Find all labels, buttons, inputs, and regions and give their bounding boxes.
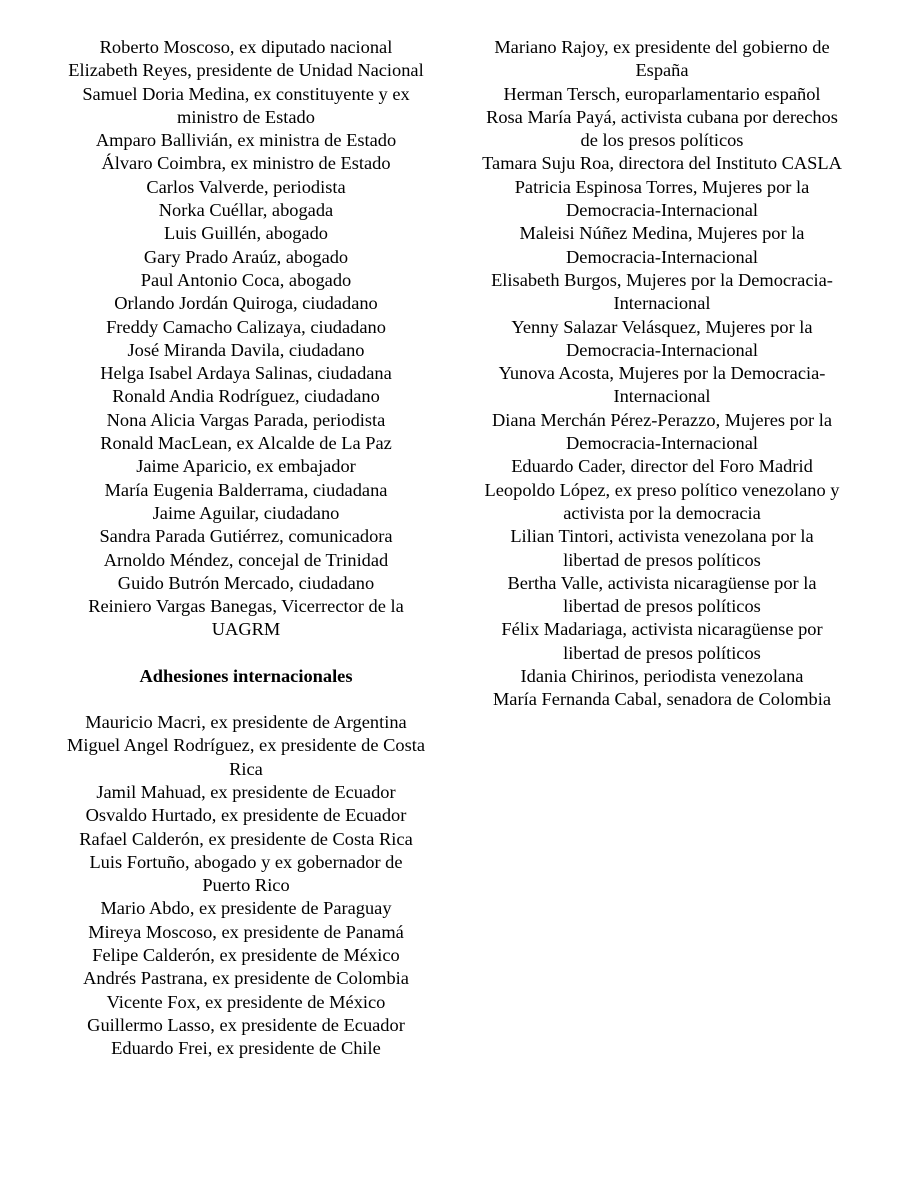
signatory-entry: Paul Antonio Coca, abogado xyxy=(140,269,352,290)
signatory-entry: Jaime Aguilar, ciudadano xyxy=(152,502,340,523)
signatory-entry: Carlos Valverde, periodista xyxy=(146,176,346,197)
signatory-entry: Yenny Salazar Velásquez, Mujeres por la Democracia-Internacional xyxy=(511,316,813,360)
signatory-entry: Eduardo Cader, director del Foro Madrid xyxy=(511,456,813,477)
signatory-entry: Felipe Calderón, ex presidente de México xyxy=(92,944,400,965)
signatory-entry: Jaime Aparicio, ex embajador xyxy=(136,456,356,477)
signatory-entry: Mireya Moscoso, ex presidente de Panamá xyxy=(88,921,404,942)
international-adhesions-heading: Adhesiones internacionales xyxy=(139,665,353,686)
international-signatories-list xyxy=(66,711,426,1060)
signatory-entry: Amparo Ballivián, ex ministra de Estado xyxy=(95,130,397,151)
signatory-entry: Eduardo Frei, ex presidente de Chile xyxy=(111,1038,381,1059)
signatory-entry: Ronald Andia Rodríguez, ciudadano xyxy=(112,386,380,407)
right-column xyxy=(480,36,844,712)
signatory-entry: Norka Cuéllar, abogada xyxy=(158,200,334,221)
signatory-entry: Mariano Rajoy, ex presidente del gobierno de España xyxy=(494,37,830,81)
international-signatories-list-continued xyxy=(480,36,844,712)
left-column xyxy=(66,36,426,1060)
signatory-entry: Lilian Tintori, activista venezolana por la libertad de presos políticos xyxy=(510,526,814,570)
signatory-entry: Patricia Espinosa Torres, Mujeres por la Democracia-Internacional xyxy=(514,176,810,221)
signatory-entry: Sandra Parada Gutiérrez, comunicadora xyxy=(99,526,393,547)
signatory-entry: Rafael Calderón, ex presidente de Costa Rica xyxy=(79,828,413,849)
signatory-entry: Jamil Mahuad, ex presidente de Ecuador xyxy=(96,781,396,802)
signatory-entry: Reiniero Vargas Banegas, Vicerrector de la UAGRM xyxy=(88,596,404,640)
signatory-entry: Mario Abdo, ex presidente de Paraguay xyxy=(100,898,392,919)
signatory-entry: Miguel Angel Rodríguez, ex presidente de Costa Rica xyxy=(66,735,426,779)
signatory-entry: Idania Chirinos, periodista venezolana xyxy=(520,666,804,687)
signatory-entry: Ronald MacLean, ex Alcalde de La Paz xyxy=(100,433,392,454)
signatory-entry: Helga Isabel Ardaya Salinas, ciudadana xyxy=(100,363,392,384)
signatory-entry: María Eugenia Balderrama, ciudadana xyxy=(104,479,388,500)
signatory-entry: Nona Alicia Vargas Parada, periodista xyxy=(106,409,386,430)
signatory-entry: Freddy Camacho Calizaya, ciudadano xyxy=(106,316,386,337)
signatory-entry: Bertha Valle, activista nicaragüense por la libertad de presos políticos xyxy=(507,572,817,617)
signatory-entry: Leopoldo López, ex preso político venezolano y activista por la democracia xyxy=(484,479,840,523)
signatory-entry: Tamara Suju Roa, directora del Instituto CASLA xyxy=(482,153,842,174)
signatory-entry: Roberto Moscoso, ex diputado nacional xyxy=(99,37,393,57)
signatory-entry: Herman Tersch, europarlamentario español xyxy=(503,83,821,104)
signatory-entry: Yunova Acosta, Mujeres por la Democracia-Internacional xyxy=(498,363,826,407)
signatory-entry: Rosa María Payá, activista cubana por derechos de los presos políticos xyxy=(486,106,838,151)
signatory-entry: Andrés Pastrana, ex presidente de Colombia xyxy=(83,968,409,989)
signatory-entry: Orlando Jordán Quiroga, ciudadano xyxy=(114,293,378,314)
signatory-entry: Guillermo Lasso, ex presidente de Ecuador xyxy=(87,1014,405,1035)
signatory-entry: José Miranda Davila, ciudadano xyxy=(127,339,365,360)
signatory-entry: Guido Butrón Mercado, ciudadano xyxy=(117,572,375,593)
signatory-entry: Gary Prado Araúz, abogado xyxy=(143,246,349,267)
signatory-entry: Vicente Fox, ex presidente de México xyxy=(106,991,386,1012)
signatory-entry: Luis Guillén, abogado xyxy=(164,223,328,244)
national-signatories-list xyxy=(66,36,426,642)
signatory-entry: Diana Merchán Pérez-Perazzo, Mujeres por la Democracia-Internacional xyxy=(491,409,833,454)
signatory-entry: Osvaldo Hurtado, ex presidente de Ecuador xyxy=(85,805,407,826)
signatory-entry: Elisabeth Burgos, Mujeres por la Democracia-Internacional xyxy=(491,269,833,314)
signatory-entry: Maleisi Núñez Medina, Mujeres por la Democracia-Internacional xyxy=(519,223,805,267)
signatory-entry: Álvaro Coimbra, ex ministro de Estado xyxy=(101,153,391,174)
signatory-entry: Arnoldo Méndez, concejal de Trinidad xyxy=(103,549,389,570)
signatory-entry: María Fernanda Cabal, senadora de Colombia xyxy=(492,689,832,710)
signatory-entry: Mauricio Macri, ex presidente de Argentina xyxy=(85,712,407,733)
signatory-entry: Luis Fortuño, abogado y ex gobernador de Puerto Rico xyxy=(89,851,403,896)
signatory-entry: Elizabeth Reyes, presidente de Unidad Nacional xyxy=(68,60,424,81)
signatory-entry: Félix Madariaga, activista nicaragüense por libertad de presos políticos xyxy=(501,619,823,663)
signatory-entry: Samuel Doria Medina, ex constituyente y ex ministro de Estado xyxy=(82,83,410,127)
